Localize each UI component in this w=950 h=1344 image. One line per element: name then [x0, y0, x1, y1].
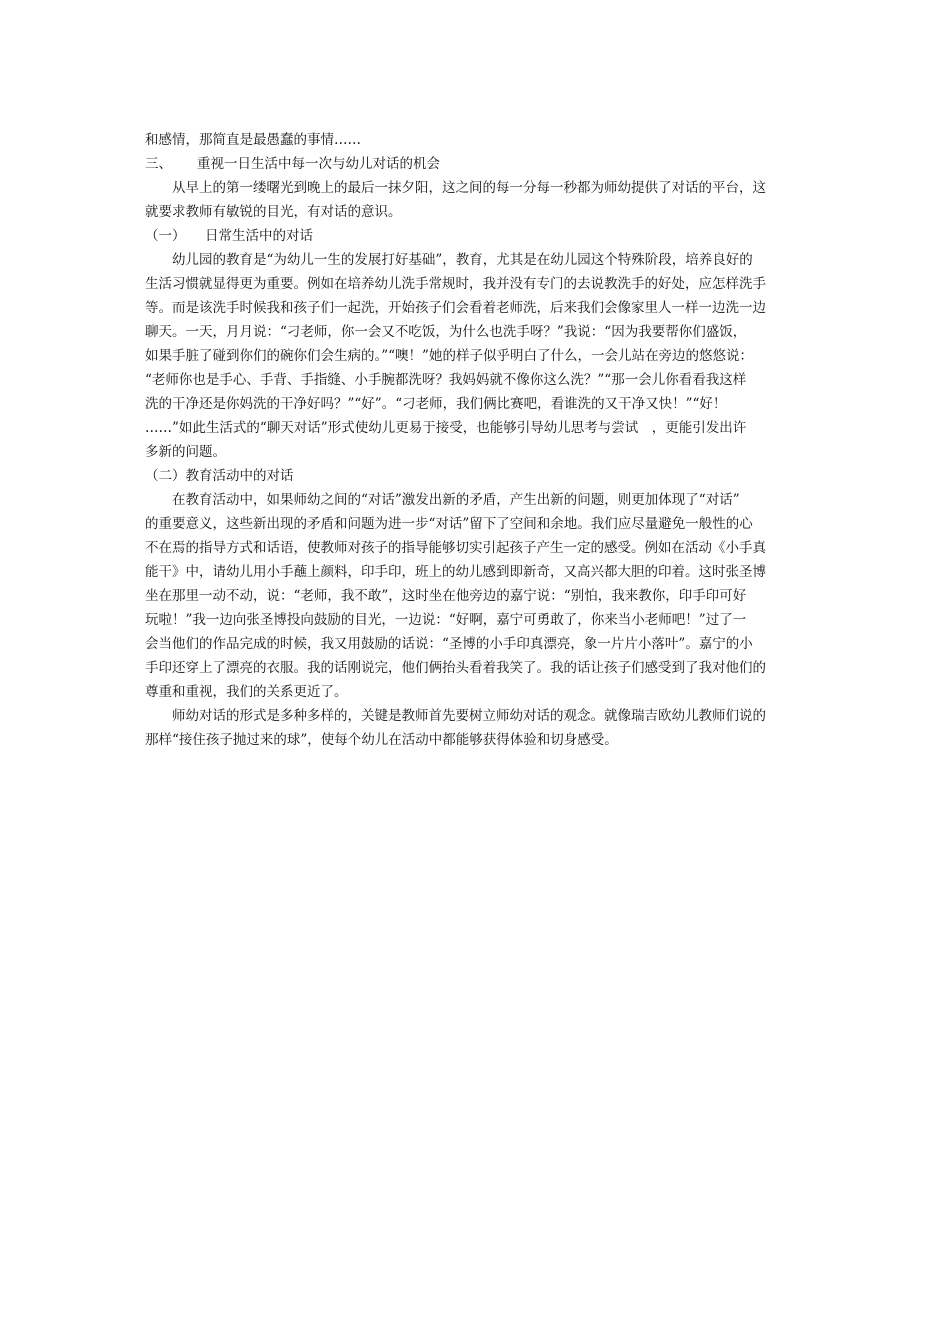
paragraph-line: 那样“接住孩子抛过来的球”，使每个幼儿在活动中都能够获得体验和切身感受。: [145, 732, 618, 748]
paragraph-line: 幼儿园的教育是“为幼儿一生的发展打好基础”，教育，尤其是在幼儿园这个特殊阶段，培养良好的: [172, 252, 753, 268]
paragraph-line: 在教育活动中，如果师幼之间的“对话”激发出新的矛盾，产生出新的问题，则更加体现了“对话”: [172, 492, 740, 508]
subsection-number: （一）: [145, 228, 186, 244]
section-heading-3: [145, 152, 810, 176]
document-page: [145, 128, 810, 752]
paragraph-line: 从早上的第一缕曙光到晚上的最后一抹夕阳，这之间的每一分每一秒都为师幼提供了对话的平台，这: [172, 180, 766, 196]
subsection-heading-1: [145, 224, 810, 248]
paragraph-line: 洗的干净还是你妈洗的干净好吗？”“好”。“刁老师，我们俩比赛吧，看谁洗的又干净又快！”“好！: [145, 396, 727, 412]
paragraph-line: 玩啦！”我一边向张圣博投向鼓励的目光，一边说：“好啊，嘉宁可勇敢了，你来当小老师吧！”过了一: [145, 612, 747, 628]
paragraph-line: 会当他们的作品完成的时候，我又用鼓励的话说：“圣博的小手印真漂亮，象一片片小落叶”。嘉宁的小: [145, 636, 753, 652]
paragraph-line: 多新的问题。: [145, 444, 226, 460]
subsection-title: 日常生活中的对话: [205, 228, 313, 244]
paragraph-line: 生活习惯就显得更为重要。例如在培养幼儿洗手常规时，我并没有专门的去说教洗手的好处，应怎样洗手: [145, 276, 766, 292]
subsection-heading-2: （二）教育活动中的对话: [145, 468, 294, 484]
paragraph-line: 等。而是该洗手时候我和孩子们一起洗，开始孩子们会看着老师洗，后来我们会像家里人一样一边洗一边: [145, 300, 766, 316]
paragraph-line: 如果手脏了碰到你们的碗你们会生病的。”“噢！”她的样子似乎明白了什么，一会儿站在旁边的悠悠说：: [145, 348, 753, 364]
paragraph-line: 尊重和重视，我们的关系更近了。: [145, 684, 348, 700]
paragraph-line: 师幼对话的形式是多种多样的，关键是教师首先要树立师幼对话的观念。就像瑞吉欧幼儿教师们说的: [172, 708, 766, 724]
paragraph-line: 能干》中，请幼儿用小手蘸上颜料，印手印，班上的幼儿感到即新奇，又高兴都大胆的印着。这时张圣博: [145, 564, 766, 580]
paragraph-line: 的重要意义，这些新出现的矛盾和问题为进一步“对话”留下了空间和余地。我们应尽量避免一般性的心: [145, 516, 753, 532]
section-title: 重视一日生活中每一次与幼儿对话的机会: [197, 156, 440, 172]
paragraph-line: 坐在那里一动不动，说：“老师，我不敢”，这时坐在他旁边的嘉宁说：“别怕，我来教你，印手印可好: [145, 588, 747, 604]
paragraph-line: “老师你也是手心、手背、手指缝、小手腕都洗呀？我妈妈就不像你这么洗？”“那一会儿你看看我这样: [145, 372, 747, 388]
section-number: 三、: [145, 156, 172, 172]
paragraph-line: 和感情，那简直是最愚蠢的事情……: [145, 132, 361, 148]
paragraph-line: 不在焉的指导方式和话语，使教师对孩子的指导能够切实引起孩子产生一定的感受。例如在活动《小手真: [145, 540, 766, 556]
paragraph-line: 手印还穿上了漂亮的衣服。我的话刚说完，他们俩抬头看着我笑了。我的话让孩子们感受到了我对他们的: [145, 660, 766, 676]
paragraph-line: 聊天。一天，月月说：“刁老师，你一会又不吃饭，为什么也洗手呀？”我说：“因为我要帮你们盛饭，: [145, 324, 747, 340]
paragraph-line: 就要求教师有敏锐的目光，有对话的意识。: [145, 204, 402, 220]
paragraph-line: ……”如此生活式的“聊天对话”形式使幼儿更易于接受，也能够引导幼儿思考与尝试 ，更能引发出许: [145, 420, 747, 436]
